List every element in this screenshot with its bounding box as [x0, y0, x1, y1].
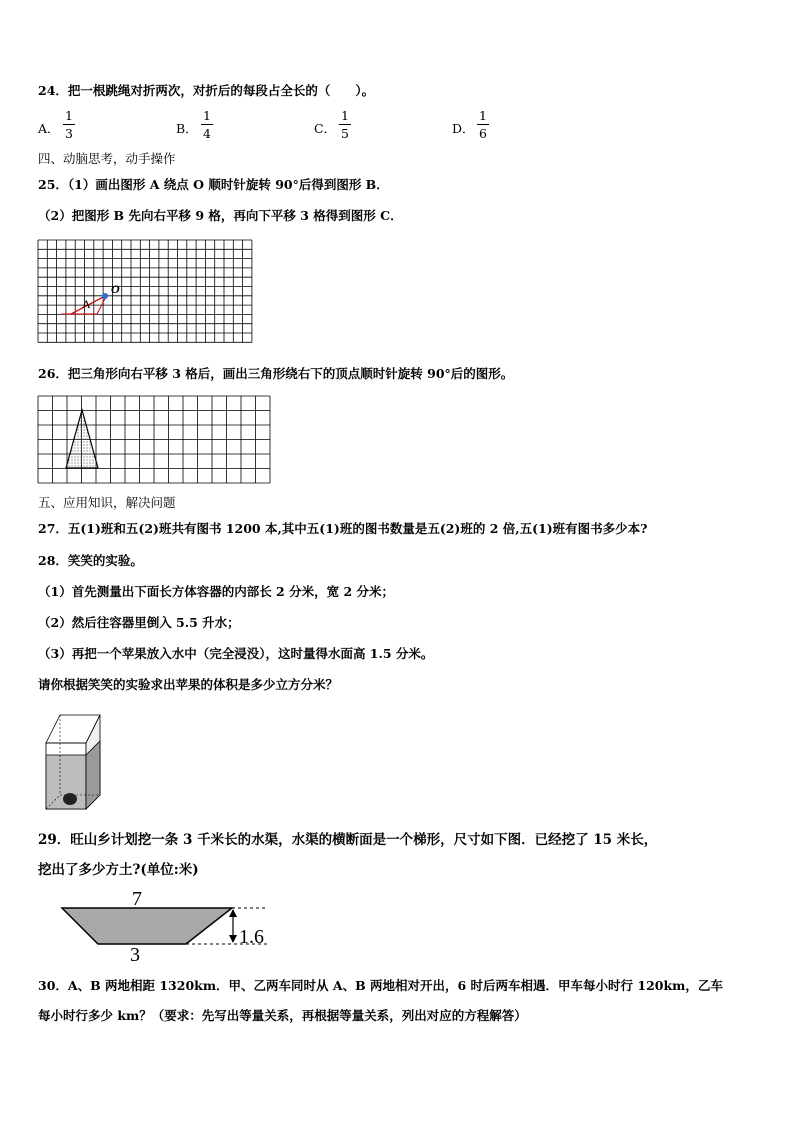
q29-line1: 29．旺山乡计划挖一条 3 千米长的水渠，水渠的横断面是一个梯形，尺寸如下图．已经挖了 15 米长，	[38, 832, 658, 848]
option-d-fraction: 1 6	[477, 108, 489, 141]
point-o	[102, 293, 108, 299]
q25-grid	[38, 240, 252, 342]
label-height-1-6: 1.6	[239, 926, 264, 948]
q26-grid	[38, 396, 270, 483]
label-top-7: 7	[132, 888, 142, 910]
q28-question: 请你根据笑笑的实验求出苹果的体积是多少立方分米？	[38, 677, 339, 692]
q26-text: 26．把三角形向右平移 3 格后，画出三角形绕右下的顶点顺时针旋转 90°后的图形。	[38, 366, 514, 381]
trapezoid	[62, 908, 232, 944]
label-bottom-3: 3	[130, 944, 140, 966]
q25-grid-figure	[38, 240, 253, 348]
trapezoid-figure	[58, 888, 298, 966]
option-c-label: C．	[314, 121, 337, 136]
q27-text: 27．五(1)班和五(2)班共有图书 1200 本,其中五(1)班的图书数量是五(2)班的 2 倍,五(1)班有图书多少本?	[38, 521, 648, 536]
option-b-fraction: 1 4	[201, 108, 213, 141]
option-a-label: A．	[38, 121, 60, 136]
q28-step2: （2）然后往容器里倒入 5.5 升水；	[38, 615, 240, 630]
section-4-heading: 四、动脑思考，动手操作	[38, 151, 176, 166]
container-figure	[44, 713, 108, 813]
q28-title: 28．笑笑的实验。	[38, 553, 143, 568]
label-o: O	[111, 282, 120, 296]
apple	[63, 793, 77, 805]
q24-text: 24．把一根跳绳对折两次，对折后的每段占全长的（ ）。	[38, 83, 375, 98]
option-d-label: D．	[452, 121, 475, 136]
q25-line1: 25．（1）画出图形 A 绕点 O 顺时针旋转 90°后得到图形 B．	[38, 177, 389, 192]
triangle	[66, 410, 98, 468]
q28-step3: （3）再把一个苹果放入水中（完全浸没），这时量得水面高 1.5 分米。	[38, 646, 434, 661]
q30-line1: 30．A、B 两地相距 1320km．甲、乙两车同时从 A、B 两地相对开出，6 时后两车相遇．甲车每小时行 120km，乙车	[38, 978, 723, 993]
label-a: A	[82, 297, 91, 311]
q30-line2: 每小时行多少 km？（要求：先写出等量关系，再根据等量关系，列出对应的方程解答）	[38, 1008, 527, 1023]
option-b-label: B．	[176, 121, 198, 136]
q29-line2: 挖出了多少方土?(单位:米)	[38, 862, 199, 878]
option-a-fraction: 1 3	[63, 108, 75, 141]
section-5-heading: 五、应用知识，解决问题	[38, 495, 176, 510]
option-c-fraction: 1 5	[339, 108, 351, 141]
q28-step1: （1）首先测量出下面长方体容器的内部长 2 分米，宽 2 分米；	[38, 584, 395, 599]
q25-line2: （2）把图形 B 先向右平移 9 格，再向下平移 3 格得到图形 C．	[38, 208, 403, 223]
q26-grid-figure	[38, 396, 279, 484]
